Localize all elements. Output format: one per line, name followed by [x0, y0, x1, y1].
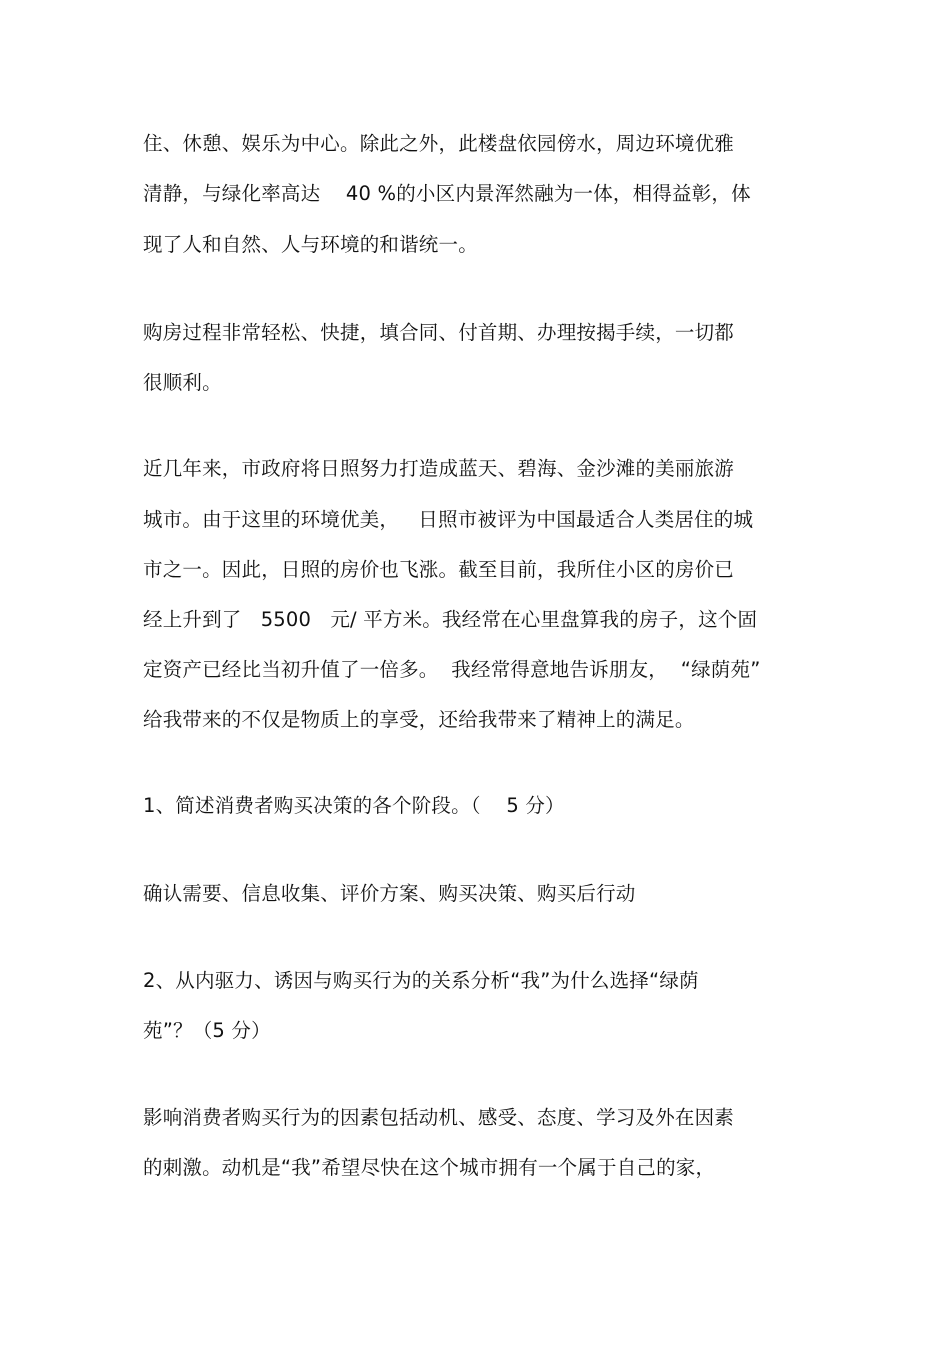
text-line: 清静，与绿化率高达 40 %的小区内景浑然融为一体，相得益彰，体 [143, 182, 751, 205]
text-line: 经上升到了 5500 元/ 平方米。我经常在心里盘算我的房子，这个固 [143, 608, 758, 631]
answer-1: 确认需要、信息收集、评价方案、购买决策、购买后行动 [143, 882, 636, 905]
text-line: 苑”？（5 分） [143, 1019, 271, 1042]
text-line: 定资产已经比当初升值了一倍多。 我经常得意地告诉朋友， “绿荫苑” [143, 658, 761, 681]
question-1: 1、简述消费者购买决策的各个阶段。（ 5 分） [143, 794, 565, 817]
text-line: 的刺激。动机是“我”希望尽快在这个城市拥有一个属于自己的家， [143, 1156, 716, 1179]
text-line: 购房过程非常轻松、快捷，填合同、付首期、办理按揭手续，一切都 [143, 321, 735, 344]
text-line: 住、休憩、娱乐为中心。除此之外，此楼盘依园傍水，周边环境优雅 [143, 132, 735, 155]
text-line: 城市。由于这里的环境优美， 日照市被评为中国最适合人类居住的城 [143, 508, 754, 531]
text-line: 给我带来的不仅是物质上的享受，还给我带来了精神上的满足。 [143, 708, 695, 731]
text-line: 市之一。因此，日照的房价也飞涨。截至目前，我所住小区的房价已 [143, 558, 735, 581]
text-line: 影响消费者购买行为的因素包括动机、感受、态度、学习及外在因素 [143, 1106, 735, 1129]
text-line: 近几年来，市政府将日照努力打造成蓝天、碧海、金沙滩的美丽旅游 [143, 457, 735, 480]
text-line: 很顺利。 [143, 371, 222, 394]
text-line: 2、从内驱力、诱因与购买行为的关系分析“我”为什么选择“绿荫 [143, 969, 699, 992]
text-line: 现了人和自然、人与环境的和谐统一。 [143, 233, 478, 256]
